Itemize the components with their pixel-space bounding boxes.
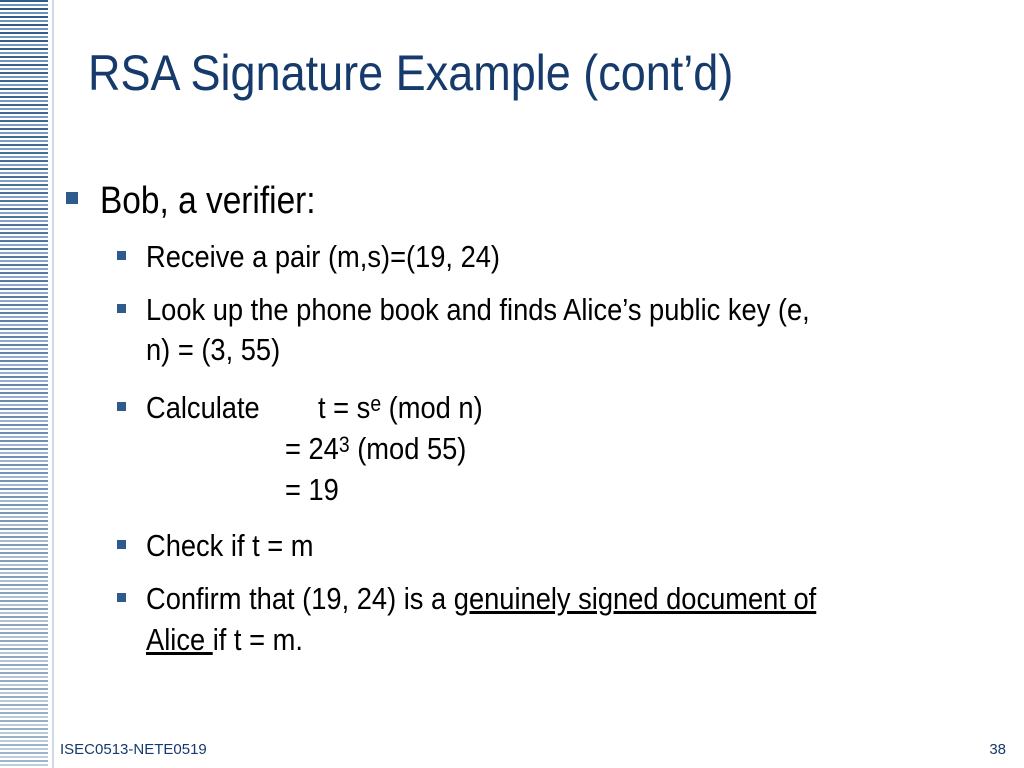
calculate-formula-line3: = 19 (285, 472, 339, 507)
square-bullet-icon (117, 593, 126, 602)
lookup-text-line1: Look up the phone book and finds Alice’s public key (e, (146, 292, 810, 327)
calc-t: t = s (318, 390, 371, 425)
calculate-formula-line2 (285, 430, 466, 468)
check-text: Check if t = m (146, 528, 314, 563)
confirm-text-line2 (146, 621, 303, 659)
confirm-underlined-part1: genuinely signed document of (453, 581, 817, 616)
square-bullet-icon (117, 540, 126, 549)
confirm-suffix: if t = m. (212, 622, 303, 657)
calc-l2-rest: (mod 55) (349, 431, 467, 466)
footer-page-number: 38 (989, 741, 1006, 758)
square-bullet-icon (117, 402, 126, 411)
lookup-text-line2: n) = (3, 55) (146, 332, 281, 367)
confirm-prefix: Confirm that (19, 24) is a (146, 581, 454, 616)
calc-l2-exponent: 3 (338, 432, 350, 457)
square-bullet-icon (66, 192, 78, 204)
footer-course-code: ISEC0513-NETE0519 (60, 741, 207, 758)
square-bullet-icon (117, 304, 126, 313)
slide-title: RSA Signature Example (cont’d) (88, 45, 734, 101)
calc-t-exponent: e (370, 391, 382, 416)
receive-text: Receive a pair (m,s)=(19, 24) (146, 239, 501, 274)
calculate-formula-line1 (318, 389, 483, 427)
calc-l2-base: = 24 (285, 431, 339, 466)
confirm-text-line1 (146, 580, 816, 618)
calc-t-rest: (mod n) (381, 390, 483, 425)
confirm-underlined-part2: Alice (146, 622, 213, 657)
heading-bullet-text: Bob, a verifier: (100, 180, 316, 222)
calculate-label: Calculate (146, 390, 260, 425)
square-bullet-icon (117, 251, 126, 260)
